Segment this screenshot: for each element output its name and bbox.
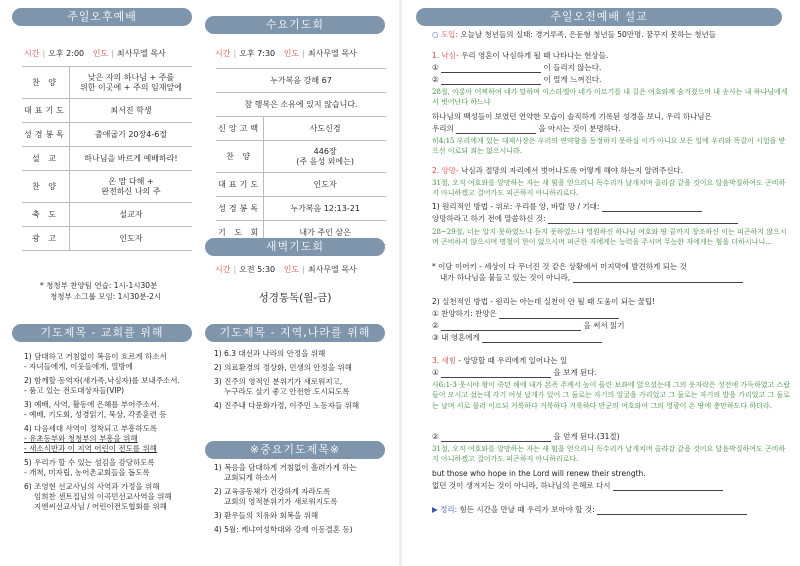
order-row [22, 147, 192, 171]
section-2-heading [432, 166, 790, 176]
conclusion [432, 505, 790, 515]
prayer-line: 4) 5월: 케냐여성학대와 강제 이동결혼 등) [214, 525, 353, 534]
order-label: 찬 양 [216, 141, 264, 173]
section-2-star: * 이담 이어키 - 세상이 다 무너진 것 같은 상황에서 미지막에 발견하게 되는 것 [432, 262, 687, 271]
time-value: 오후 2:00 [48, 49, 85, 58]
section-3-verse: 사6:1-3 웃시야 왕이 죽던 해에 내가 본즉 주께서 높이 들린 보좌에 앉으셨는데 그의 옷자락은 성전에 가득하였고 스랍들이 모시고 섰는데 각기 여섯 날개가 있어 그 둘로는 자기의 얼굴을 가리었고 그 둘로는 자기의 발을 가리었고 그 둘로는 날며 서로 불러 이르되 거룩하다 거룩하다 거룩하다 만군의 여호와여 그의 영광이 온 땅에 충만하도다 하더라. [432, 381, 790, 410]
order-label: 광 고 [22, 227, 69, 251]
prayer-line: 5) 우리가 할 수 있는 섬김을 감당하도록 [24, 458, 155, 467]
order-row [216, 173, 386, 197]
order-row [216, 141, 386, 173]
section-1-body-2: 우리의 을 아시는 것이 분명하다. [432, 124, 621, 133]
sunday-pm-banner: 주일오후예배 [12, 8, 192, 26]
order-row [22, 99, 192, 123]
section-3-last: 없던 것이 생겨지는 것이 아니라, 하나님의 은혜로 다시 [432, 481, 790, 491]
prayer-item [24, 352, 196, 372]
order-header-row [216, 93, 386, 117]
prayer-item [24, 376, 196, 396]
section-2-title: 낙심과 절망의 자리에서 벗어나도록 어떻게 해야 하는지 알려주신다. [458, 166, 684, 175]
prayer-important-banner: ※중요기도제목※ [205, 441, 385, 459]
prayer-line: 3) 환우들의 치유와 회복을 위해 [214, 511, 319, 520]
section-2-star-2: 내가 하나님을 붙들고 있는 것이 아니라, [432, 273, 790, 283]
prayer-item [214, 363, 390, 373]
prayer-nation-banner: 기도제목 - 지역,나라를 위해 [205, 324, 385, 342]
order-row [22, 67, 192, 99]
wednesday-banner: 수요기도회 [205, 16, 385, 34]
prayer-line: 2) 교육공동체가 건강하게 자라도록 [214, 487, 331, 496]
prayer-line: 3) 예배, 사역, 활동에 은혜를 부어주소서. [24, 400, 160, 409]
dawn-content: 성경통독(월-금) [258, 292, 332, 304]
order-value: 인도자 [69, 227, 192, 251]
order-row [216, 197, 386, 221]
section-3-item-2: ② 을 얻게 된다.(31절) [432, 432, 620, 441]
section-1-item-2: ② 이 멀게 느껴진다. [432, 75, 602, 84]
time-key: 시간 [215, 49, 231, 58]
section-1-number: 1. 낙심- [432, 51, 459, 60]
order-label: 성경봉독 [22, 123, 69, 147]
prayer-line: 4) 다음세대 사역이 정착되고 부흥하도록 [24, 424, 158, 433]
prayer-church-list [24, 352, 196, 516]
order-row [216, 117, 386, 141]
order-value: 온 맘 다해 + 완전하신 나의 주 [69, 171, 192, 203]
section-3-verse-2: 31절, 오직 여호와를 앙망하는 자는 새 힘을 얻으리니 독수리가 날개치며 올라감 같을 것이요 달음박질하여도 곤비하지 아니하겠고 걸어가도 피곤하지 아니하리로다. [432, 445, 786, 464]
order-value: 사도신경 [264, 117, 386, 141]
prayer-line: 임희찬 센트집님의 이곡민선교사역을 위해 [34, 492, 172, 501]
section-2-verse: 31절, 오직 여호와를 앙망하는 자는 새 힘을 얻으리니 독수리가 날개치며 올라감 같을 것이요 달음박질하여도 곤비하지 아니하겠고 걸어가도 피곤하지 아니하리로다. [432, 179, 786, 198]
section-2-tip-2: ② 을 써서 읽기 [432, 321, 625, 330]
order-value: 인도자 [264, 173, 386, 197]
dawn-meta: 시간 | 오전 5:30 인도 | 최사무엘 목사 [215, 265, 357, 274]
prayer-nation-list [214, 349, 390, 415]
prayer-line: 6) 조영현 선교사님의 사역과 가정을 위해 [24, 482, 160, 491]
sunday-note-2: 청청부 소그룹 모임: 1시30분-2시 [50, 292, 162, 301]
time-value: 오전 5:30 [239, 265, 276, 274]
leader-value: 최사무엘 목사 [116, 49, 166, 58]
order-label: 찬 양 [22, 171, 69, 203]
order-label: 신앙고백 [216, 117, 264, 141]
order-label: 대표기도 [22, 99, 69, 123]
sermon-intro [432, 30, 790, 40]
order-label: 축 도 [22, 203, 69, 227]
intro-bullet: ○ [432, 30, 441, 39]
section-2-point-1: 1) 원리적인 방법 - 위로: 우리를 앙, 바랄 망 / 기대: [432, 202, 790, 212]
dawn-banner: 새벽기도회 [205, 238, 385, 256]
prayer-item [214, 463, 390, 483]
leader-key: 인도 [92, 49, 109, 58]
prayer-line: 4) 진주내 다문화가정, 이주민 노동자들 위해 [214, 401, 360, 410]
order-row [22, 123, 192, 147]
section-3-item-1: ① 을 보게 된다. [432, 368, 597, 377]
order-label: 기 도 회 [216, 221, 264, 245]
section-3-heading [432, 356, 790, 366]
sermon-banner: 주일오전예배 설교 [416, 8, 782, 26]
section-2-tip-1: ① 찬양하기: 찬양은 [432, 309, 790, 319]
section-2-number: 2. 앙망- [432, 166, 459, 175]
prayer-line: 1) 6.3 대선과 나라의 안정을 위해 [214, 349, 326, 358]
prayer-line: 3) 진주의 영적인 분위기가 새로워지고, [214, 377, 343, 386]
time-key: 시간 [215, 265, 231, 274]
section-3-title: - 앙망할 때 우리에게 일어나는 일 [456, 356, 568, 365]
prayer-line: 2) 함께할 동역자(새가족,낙심자)를 보내주소서. [24, 376, 180, 385]
prayer-item [214, 349, 390, 359]
order-value: 446장 (주 음성 외에는) [264, 141, 386, 173]
prayer-line: 1) 복음을 담대하게 거침없이 흘려가게 하는 [214, 463, 357, 472]
prayer-line: - 새소식반과 이 지역 어린이 전도를 위해 [24, 444, 157, 453]
prayer-line: 교회의 영적분위기가 새로워지도록 [224, 497, 338, 506]
prayer-item [214, 377, 390, 397]
prayer-important-list [214, 463, 390, 539]
prayer-item [24, 424, 196, 454]
leader-key: 인도 [283, 49, 300, 58]
prayer-item [24, 400, 196, 420]
prayer-item [24, 482, 196, 512]
order-row [22, 227, 192, 251]
prayer-item [214, 487, 390, 507]
sunday-pm-order-table [22, 66, 192, 251]
intro-label: 도입: [440, 30, 458, 39]
leader-value: 최사무엘 목사 [307, 49, 357, 58]
prayer-line: - 유초등부와 청청부의 부흥을 위해 [24, 434, 138, 443]
order-row [22, 171, 192, 203]
section-2-tip-3: ③ 내 영혼에게 [432, 333, 790, 343]
sunday-note-1: * 청청부 찬양팀 연습: 1시-1시30분 [40, 281, 158, 290]
order-header-row [216, 69, 386, 93]
wednesday-meta: 시간 | 오후 7:30 인도 | 최사무엘 목사 [215, 49, 357, 58]
prayer-item [214, 525, 390, 535]
order-header-cell: 참 행복은 소유에 있지 않습니다. [216, 93, 386, 117]
prayer-line: 2) 의료환경의 정상화, 민생의 안정을 위해 [214, 363, 352, 372]
prayer-line: - 예배, 기도회, 성경읽기, 묵상, 각종훈련 등 [24, 410, 167, 419]
order-label: 대표기도 [216, 173, 264, 197]
prayer-line: 교회되게 하소서 [224, 473, 278, 482]
prayer-line: 누구라도 살기 좋고 안전한 도시되도록 [224, 387, 350, 396]
section-2-verse-2: 28~29절, 너는 알지 못하였느냐 듣지 못하였느냐 영원하신 하나님 여호와 땅 끝까지 창조하신 이는 피곤하지 않으시며 곤비하지 않으시며 명철이 한이 없으시며 피곤한 자에게는 능력을 주시며 무능한 자에게는 힘을 더하시나니... [432, 228, 787, 247]
order-value: 하나님을 바르게 예배하라! [69, 147, 192, 171]
prayer-item [24, 458, 196, 478]
order-label: 성경봉독 [216, 197, 264, 221]
section-1-item-1: ① 이 들리지 않는다. [432, 63, 602, 72]
section-1-body-1: 하나님의 백성들이 보였던 연약한 모습이 솔직하게 기록된 성경을 보니, 우리 하나님은 [432, 112, 712, 121]
order-value: 내가 주인 삼은 [264, 221, 386, 245]
prayer-item [214, 401, 390, 411]
wednesday-order-table [216, 68, 386, 245]
order-value: 낮은 자의 하나님 + 주를 위한 이곳에 + 주의 임재앞에 [69, 67, 192, 99]
section-1-reference: 히4:15 우리에게 있는 대제사장은 우리의 연약함을 동정하지 못하실 이가 아니요 모든 일에 우리와 똑같이 시험을 받으신 이로되 죄는 없으시니라. [432, 137, 786, 156]
section-2-point-1b: 앙망하라고 하기 전에 말씀하신 것: [432, 214, 790, 224]
section-2-point-2: 2) 실천적인 방법 - 원리는 아는데 실천이 안 될 때 도움이 되는 꿀팁! [432, 297, 656, 306]
order-label: 찬 양 [22, 67, 69, 99]
prayer-item [214, 511, 390, 521]
order-value: 최서진 학생 [69, 99, 192, 123]
sunday-pm-meta: 시간 | 오후 2:00 인도 | 최사무엘 목사 [24, 49, 166, 58]
prayer-line: 지엔씨선교사님 / 어린이전도협회를 위해 [34, 502, 167, 511]
leader-value: 최사무엘 목사 [307, 265, 357, 274]
prayer-line: - 자녀들에게, 이웃들에게, 열방에 [24, 362, 133, 371]
time-key: 시간 [24, 49, 40, 58]
order-row [22, 203, 192, 227]
order-value: 설교자 [69, 203, 192, 227]
order-label: 설 교 [22, 147, 69, 171]
prayer-line: 1) 담대하고 거침없이 복음이 흐르게 하소서 [24, 352, 167, 361]
order-value: 출애굽기 20장4-6절 [69, 123, 192, 147]
section-1-title: 우리 영혼이 낙심하게 될 때 나타나는 현상들. [458, 51, 609, 60]
section-3-number: 3. 새힘 [432, 356, 457, 365]
section-1-verse: 28절, 아롱아 어찌하여 네가 말하며 이스라엘아 네가 이르기를 내 길은 여호와께 숨겨졌으며 내 송사는 내 하나님에게서 벗어난다 하느냐 [432, 88, 788, 107]
leader-key: 인도 [283, 265, 300, 274]
prayer-line: - 품고 있는 전도대상자들(VIP) [24, 386, 125, 395]
prayer-line: - 개척, 미자립, 농어촌교회들을 돕도록 [24, 468, 150, 477]
conclusion-text: 힘든 시간을 만날 때 우리가 보아야 할 것: [457, 505, 595, 514]
time-value: 오후 7:30 [239, 49, 276, 58]
section-1-heading [432, 51, 790, 61]
intro-text: 오늘날 청년들의 실태: 경거루족, 은둔형 청년들 50만명. 꿈꾸지 못하는 청년들 [460, 30, 717, 39]
order-header-cell: 누가복음 강해 67 [216, 69, 386, 93]
section-3-english: but those who hope in the Lord will renew their strength. [432, 469, 646, 478]
order-value: 누가복음 12:13-21 [264, 197, 386, 221]
conclusion-label: ▶ 정리: [432, 505, 458, 514]
prayer-church-banner: 기도제목 - 교회를 위해 [12, 324, 192, 342]
